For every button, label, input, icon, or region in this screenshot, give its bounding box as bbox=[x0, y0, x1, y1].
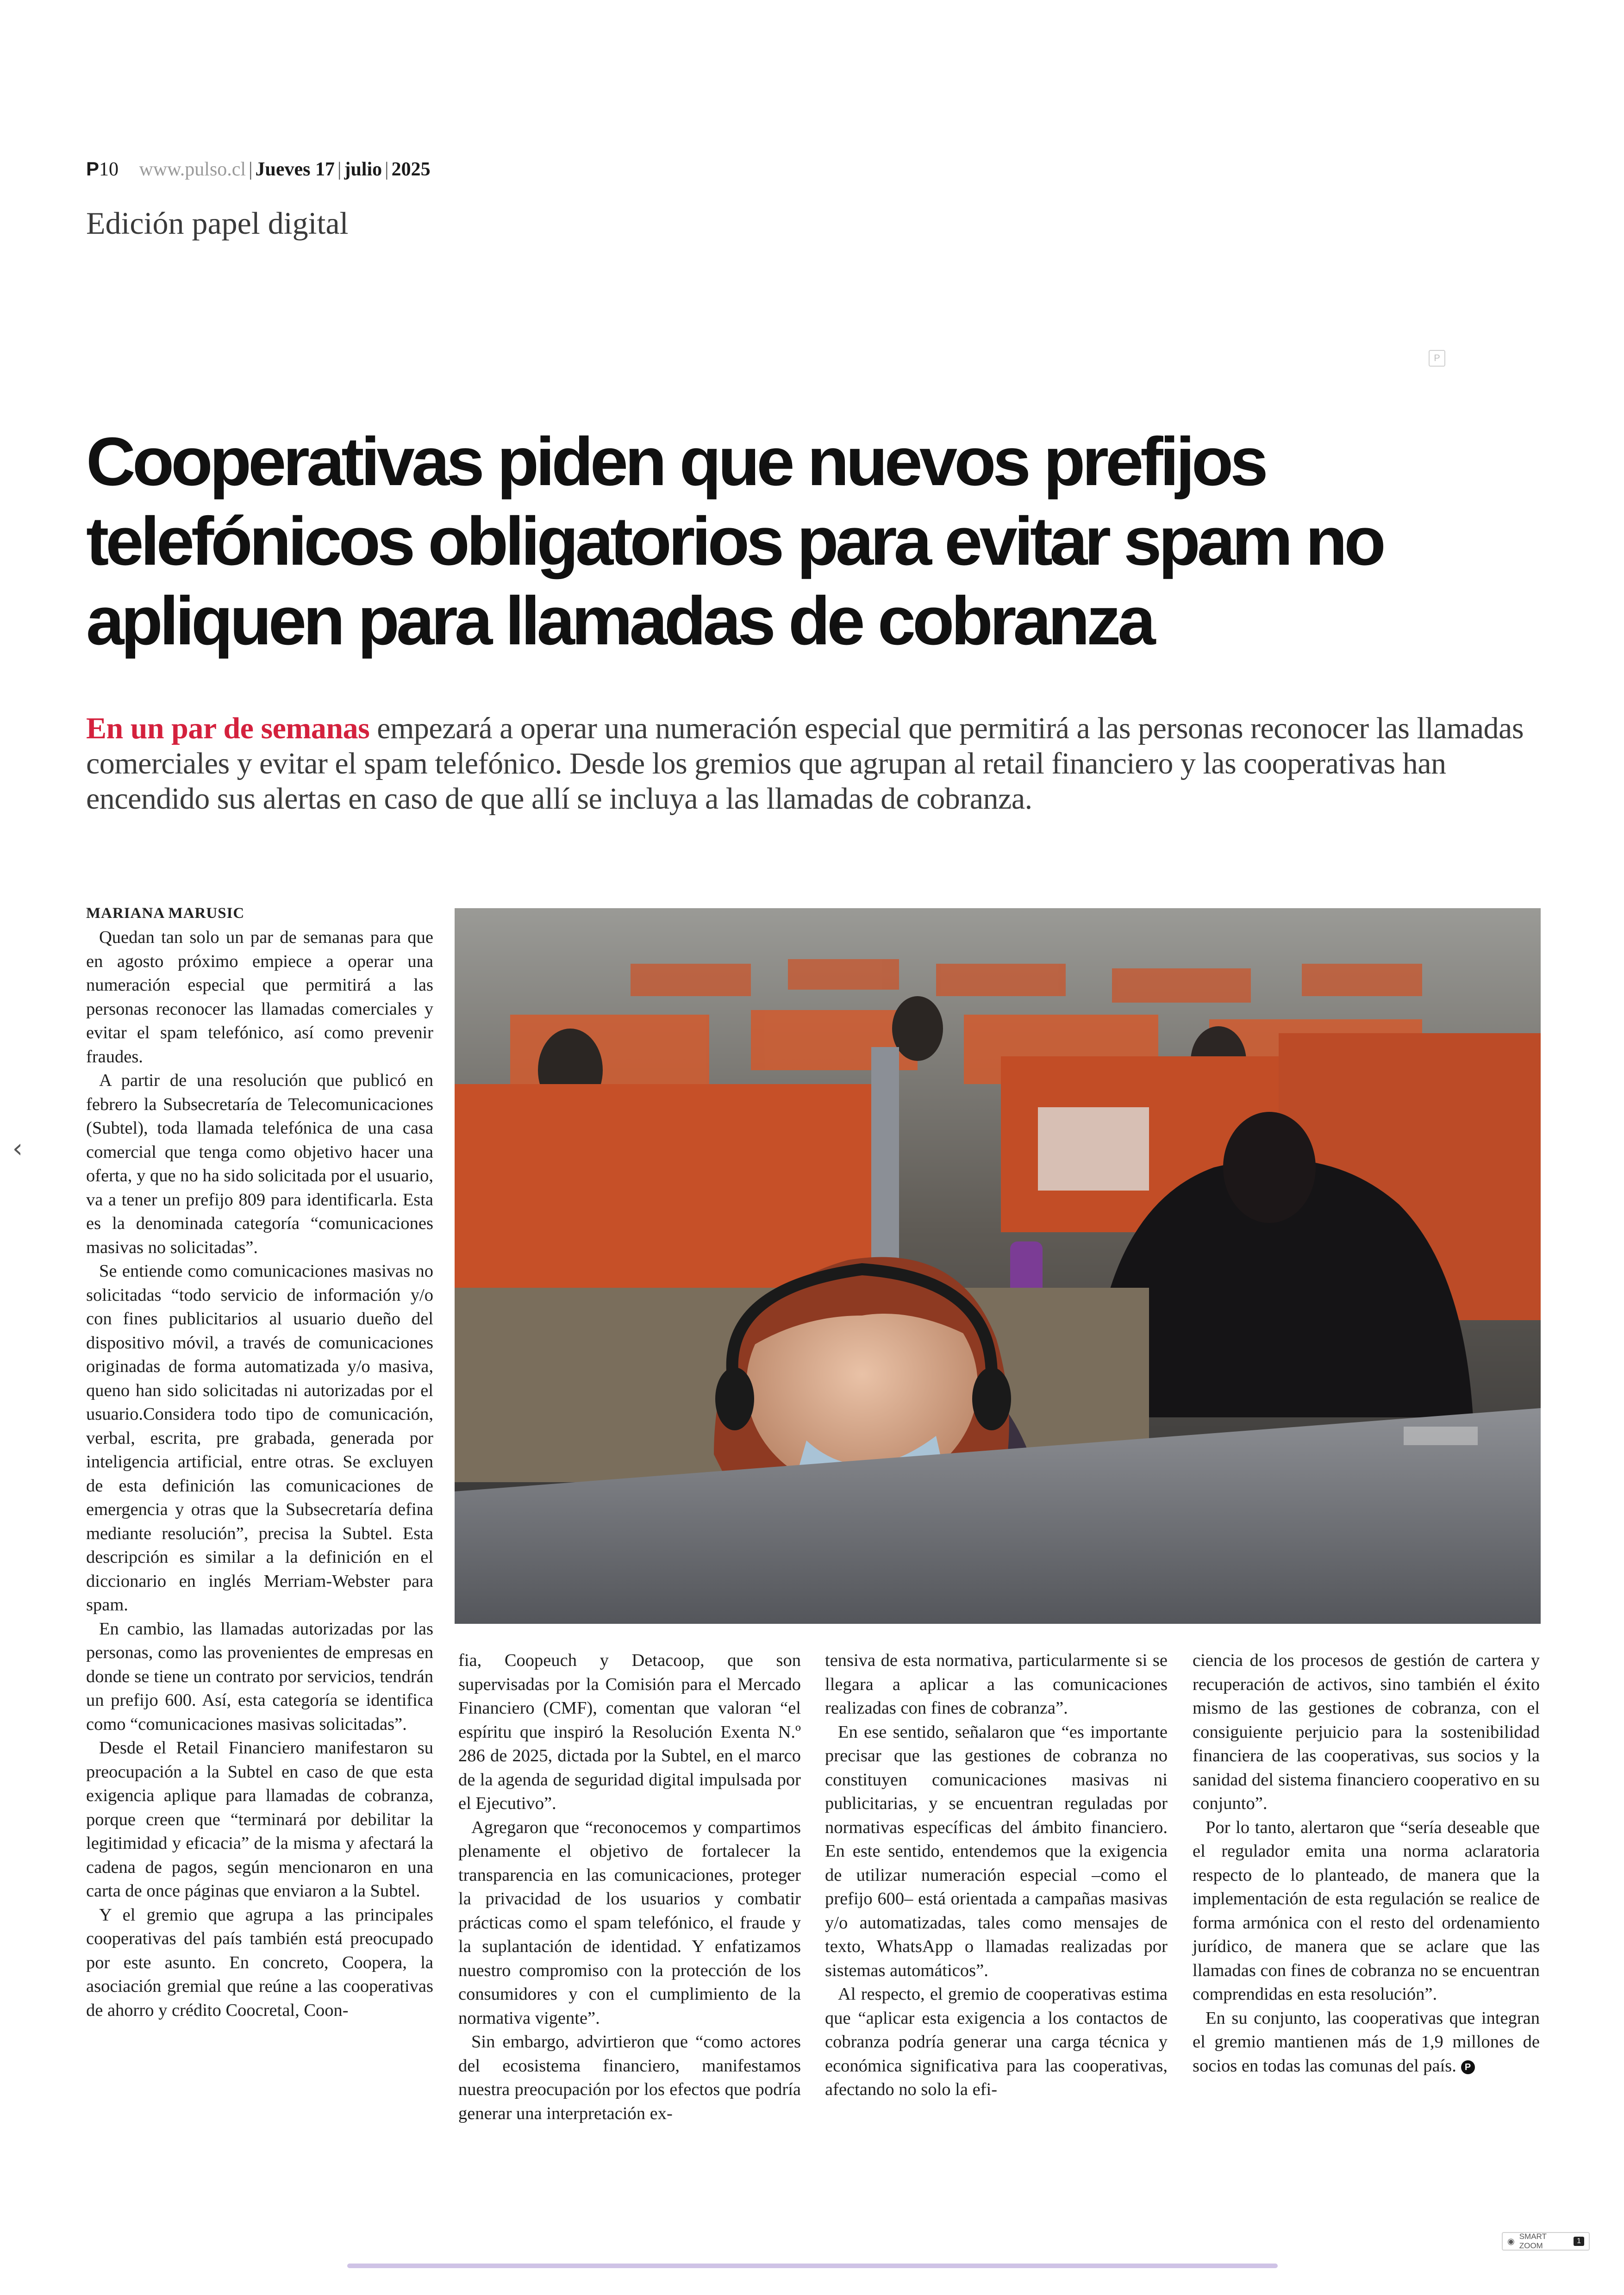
horizontal-scrollbar[interactable] bbox=[347, 2264, 1278, 2268]
paragraph: En cambio, las llamadas autorizadas por las personas, como las provenientes de empresas en donde se tiene un contrato por servicios, tendrán un prefijo 600. Así, esta categoría se identifica como “comunicaciones masivas solicitadas”. bbox=[86, 1619, 433, 1734]
previous-page-arrow-icon[interactable]: ‹ bbox=[12, 1134, 23, 1164]
article-column-1 bbox=[86, 926, 433, 2022]
folio-weekday: Jueves 17 bbox=[255, 159, 335, 180]
lead-highlight: En un par de semanas bbox=[86, 711, 370, 745]
folio-month: julio bbox=[344, 159, 382, 180]
paragraph: Desde el Retail Financiero manifestaron su preocupación a la Subtel en caso de que esta exigencia aplique para llamadas de cobranza, porque creen que “terminará por debilitar la legitimidad y eficacia” de la misma y afectará la cadena de pagos, según mencionaron en una carta de once páginas que enviaron a la Subtel. bbox=[86, 1738, 433, 1901]
article-column-4 bbox=[1193, 1649, 1540, 2078]
folio-separator: | bbox=[337, 159, 342, 180]
paragraph: Agregaron que “reconocemos y compartimos plenamente el objetivo de fortalecer la transparencia en las comunicaciones, proteger la privacidad de los usuarios y combatir prácticas como el spam telefónico, el fraude y la suplantación de identidad. Y enfatizamos nuestro compromiso con la protección de los consumidores y con el cumplimiento de la normativa vigente”. bbox=[458, 1817, 801, 2028]
paragraph: ciencia de los procesos de gestión de cartera y recuperación de activos, sino también el éxito mismo de las gestiones de cobranza, con el consiguiente perjuicio para la sostenibilidad financiera de las cooperativas, sus socios y la sanidad del sistema financiero cooperativo en su conjunto”. bbox=[1193, 1651, 1540, 1813]
page-number: 10 bbox=[99, 159, 119, 180]
article-column-2 bbox=[458, 1649, 801, 2126]
paragraph: En ese sentido, señalaron que “es importante precisar que las gestiones de cobranza no constituyen comunicaciones masivas ni publicitarias, y se encuentran reguladas por normativas específicas del ámbito financiero. En este sentido, entendemos que la exigencia de utilizar numeración especial –como el prefijo 600– está orientada a campañas masivas y/o automatizadas, tales como mensajes de texto, WhatsApp o llamadas realizadas por sistemas automáticos”. bbox=[825, 1722, 1168, 1980]
paragraph-text: En su conjunto, las cooperativas que integran el gremio mantienen más de 1,9 millones de socios en todas las comunas del país. bbox=[1193, 2008, 1540, 2076]
lead-text: empezará a operar una numeración especial que permitirá a las personas reconocer las llamadas comerciales y evitar el spam telefónico. Desde los gremios que agrupan al retail financiero y las cooperativas han encendido sus alertas en caso de que allí se incluya a las llamadas de cobranza. bbox=[86, 711, 1524, 816]
paragraph: Y el gremio que agrupa a las principales cooperativas del país también está preocupado por este asunto. En concreto, Coopera, la asociación gremial que reúne a las cooperativas de ahorro y crédito Coocretal, Coon- bbox=[86, 1905, 433, 2020]
smart-zoom-label: SMART ZOOM bbox=[1519, 2232, 1547, 2250]
folio-separator: | bbox=[249, 159, 253, 180]
paragraph: tensiva de esta normativa, particularmente si se llegara a aplicar a las comunicaciones realizadas con fines de cobranza”. bbox=[825, 1651, 1168, 1718]
end-mark-icon: P bbox=[1461, 2060, 1475, 2074]
page-folio bbox=[86, 159, 431, 179]
corner-p-icon: P bbox=[1429, 350, 1445, 367]
paragraph: Por lo tanto, alertaron que “sería deseable que el regulador emita una norma aclaratoria respecto de lo planteado, de manera que la implementación de esta regulación se realice de forma armónica con el resto del ordenamiento jurídico, de manera que se aclare que las llamadas con fines de cobranza no se encuentran comprendidas en esta resolución”. bbox=[1193, 1817, 1540, 2004]
smart-zoom-button[interactable] bbox=[1502, 2232, 1590, 2251]
edition-label: Edición papel digital bbox=[86, 206, 349, 241]
paragraph: fia, Coopeuch y Detacoop, que son supervisadas por la Comisión para el Mercado Financiero (CMF), comentan que valoran “el espíritu que inspiró la Resolución Exenta N.º 286 de 2025, dictada por la Subtel, en el marco de la agenda de seguridad digital impulsada por el Ejecutivo”. bbox=[458, 1651, 801, 1813]
call-center-photo-icon bbox=[455, 908, 1541, 1624]
byline: MARIANA MARUSIC bbox=[86, 905, 245, 922]
paragraph: Quedan tan solo un par de semanas para que en agosto próximo empiece a operar una numeración especial que permitirá a las personas reconocer las llamadas comerciales y evitar el spam telefónico, así como prevenir fraudes. bbox=[86, 928, 433, 1066]
article-lead bbox=[86, 711, 1558, 817]
paragraph: Se entiende como comunicaciones masivas no solicitadas “todo servicio de información y/o con fines publicitarios al usuario dueño del dispositivo móvil, a través de comunicaciones originadas de forma automatizada y/o masiva, queno han sido solicitadas ni autorizadas por el usuario.Considera todo tipo de comunicación, verbal, escrita, pre grabada, generada por inteligencia artificial, entre otras. Se excluyen de esta definición las comunicaciones de emergencia y otras que la Subsecretaría defina mediante resolución”, precisa la Subtel. Esta descripción es similar a la definición en el diccionario en inglés Merriam-Webster para spam. bbox=[86, 1261, 433, 1615]
call-center-photo bbox=[455, 908, 1541, 1624]
article-column-3 bbox=[825, 1649, 1168, 2102]
folio-separator: | bbox=[385, 159, 389, 180]
zoom-page-badge: 1 bbox=[1574, 2237, 1584, 2246]
paragraph: Al respecto, el gremio de cooperativas estima que “aplicar esta exigencia a los contactos de cobranza podría generar una carga técnica y económica significativa para las cooperativas, afectando no solo la efi- bbox=[825, 1984, 1168, 2099]
paragraph: Sin embargo, advirtieron que “como actores del ecosistema financiero, manifestamos nuestra preocupación por los efectos que podría generar una interpretación ex- bbox=[458, 2032, 801, 2123]
eye-icon: ◉ bbox=[1507, 2236, 1515, 2246]
site-url: www.pulso.cl bbox=[139, 159, 246, 180]
paragraph: A partir de una resolución que publicó en febrero la Subsecretaría de Telecomunicaciones (Subtel), toda llamada telefónica de una casa comercial que tenga como objetivo hacer una oferta, y que no ha sido solicitada por el usuario, va a tener un prefijo 809 para identificarla. Esta es la denominada categoría “comunicaciones masivas no solicitadas”. bbox=[86, 1071, 433, 1257]
page-prefix: P bbox=[86, 158, 100, 180]
article-headline: Cooperativas piden que nuevos prefijos telefónicos obligatorios para evitar spam no apliquen para llamadas de cobranza bbox=[86, 424, 1383, 659]
folio-year: 2025 bbox=[391, 159, 431, 180]
last-paragraph bbox=[1193, 2007, 1540, 2078]
